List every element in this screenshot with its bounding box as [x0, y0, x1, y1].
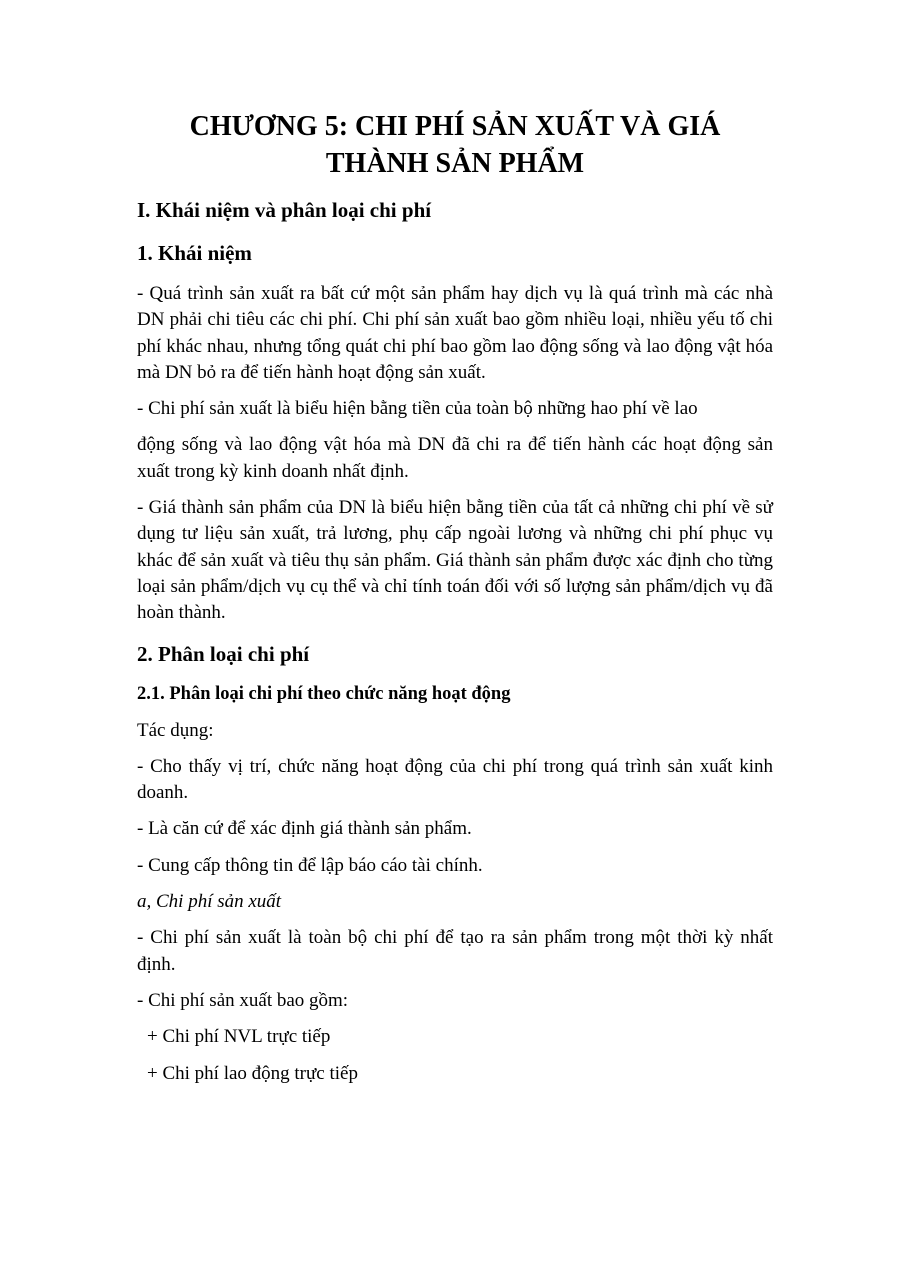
item-a-list-item-2: + Chi phí lao động trực tiếp [147, 1062, 358, 1084]
effect-label: Tác dụng: [137, 719, 214, 741]
paragraph-2-line1: - Chi phí sản xuất là biểu hiện bằng tiền của toàn bộ những hao phí về lao [137, 398, 698, 420]
document-page [137, 108, 773, 1087]
effect-item-1: - Cho thấy vị trí, chức năng hoạt động của chi phí trong quá trình sản xuất kinh doanh. [137, 755, 773, 804]
effect-item-3: - Cung cấp thông tin để lập báo cáo tài chính. [137, 854, 483, 876]
subsection1-heading: 1. Khái niệm [137, 241, 252, 265]
paragraph-3: - Giá thành sản phẩm của DN là biểu hiện bằng tiền của tất cả những chi phí về sử dụng tư liệu sản xuất, trả lương, phụ cấp ngoài lương và những chi phí phục vụ khác để sản xuất và tiêu thụ sản phẩm. Giá thành sản phẩm được xác định cho từng loại sản phẩm/dịch vụ cụ thể và chỉ tính toán đối với số lượng sản phẩm/dịch vụ đã hoàn thành. [137, 497, 773, 624]
subsection21-heading: 2.1. Phân loại chi phí theo chức năng hoạt động [137, 683, 511, 704]
chapter-title-line1: CHƯƠNG 5: CHI PHÍ SẢN XUẤT VÀ GIÁ [189, 111, 721, 142]
item-a-paragraph-2: - Chi phí sản xuất bao gồm: [137, 989, 349, 1011]
item-a-paragraph-1: - Chi phí sản xuất là toàn bộ chi phí để tạo ra sản phẩm trong một thời kỳ nhất định. [137, 927, 773, 975]
effect-item-2: - Là căn cứ để xác định giá thành sản phẩm. [137, 818, 472, 840]
section1-heading: I. Khái niệm và phân loại chi phí [137, 198, 432, 222]
item-a-heading: a, Chi phí sản xuất [137, 891, 282, 913]
subsection2-heading: 2. Phân loại chi phí [137, 641, 310, 666]
paragraph-2-continued: động sống và lao động vật hóa mà DN đã chi ra để tiến hành các hoạt động sản xuất trong kỳ kinh doanh nhất định. [137, 434, 773, 482]
chapter-title [137, 108, 773, 182]
item-a-list-item-1: + Chi phí NVL trực tiếp [147, 1026, 331, 1048]
paragraph-1: - Quá trình sản xuất ra bất cứ một sản phẩm hay dịch vụ là quá trình mà các nhà DN phải chi tiêu các chi phí. Chi phí sản xuất bao gồm nhiều loại, nhiều yếu tố chi phí khác nhau, nhưng tổng quát chi phí bao gồm lao động sống và lao động vật hóa mà DN bỏ ra để tiến hành hoạt động sản xuất. [137, 283, 773, 383]
chapter-title-line2: THÀNH SẢN PHẨM [325, 148, 585, 179]
